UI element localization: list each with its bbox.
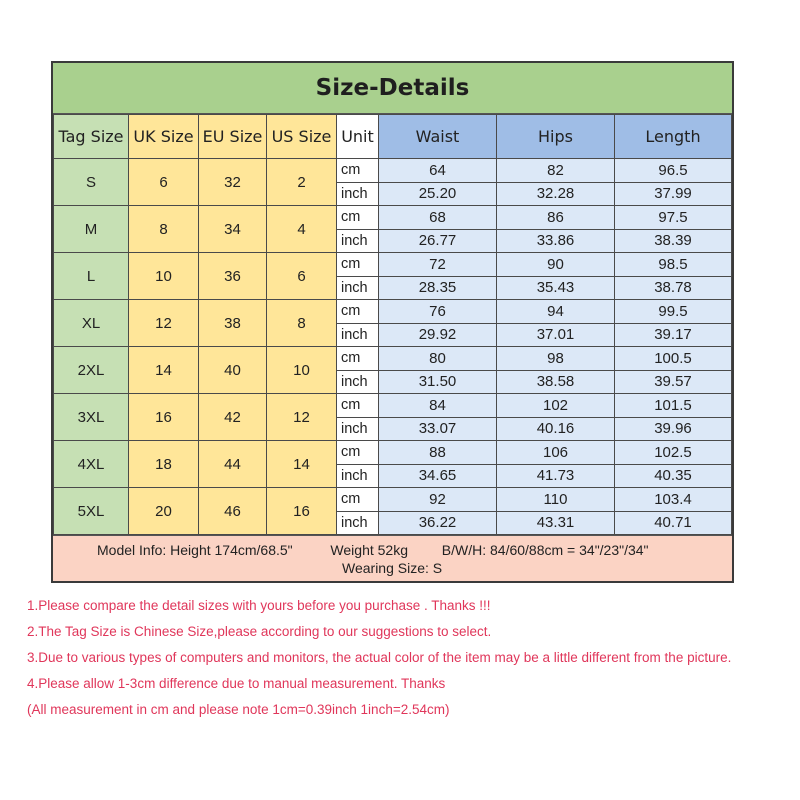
length-cm-cell: 103.4 (615, 488, 732, 512)
unit-inch-cell: inch (337, 417, 379, 441)
unit-cm-cell: cm (337, 441, 379, 465)
tag-size-cell: 5XL (54, 488, 129, 535)
length-inch-cell: 39.96 (615, 417, 732, 441)
unit-inch-cell: inch (337, 229, 379, 253)
hips-cm-cell: 102 (497, 394, 615, 418)
header-us-size: US Size (267, 115, 337, 159)
unit-inch-cell: inch (337, 276, 379, 300)
eu-size-cell: 32 (199, 159, 267, 206)
eu-size-cell: 46 (199, 488, 267, 535)
size-row-cm (54, 253, 732, 277)
waist-cm-cell: 92 (379, 488, 497, 512)
us-size-cell: 16 (267, 488, 337, 535)
size-row-cm (54, 347, 732, 371)
length-cm-cell: 98.5 (615, 253, 732, 277)
unit-inch-cell: inch (337, 182, 379, 206)
eu-size-cell: 36 (199, 253, 267, 300)
unit-cm-cell: cm (337, 206, 379, 230)
us-size-cell: 4 (267, 206, 337, 253)
hips-inch-cell: 32.28 (497, 182, 615, 206)
waist-inch-cell: 34.65 (379, 464, 497, 488)
hips-inch-cell: 38.58 (497, 370, 615, 394)
hips-cm-cell: 90 (497, 253, 615, 277)
eu-size-cell: 34 (199, 206, 267, 253)
length-cm-cell: 100.5 (615, 347, 732, 371)
eu-size-cell: 42 (199, 394, 267, 441)
length-inch-cell: 40.35 (615, 464, 732, 488)
unit-cm-cell: cm (337, 347, 379, 371)
header-tag-size: Tag Size (54, 115, 129, 159)
note-5: (All measurement in cm and please note 1cm=0.39inch 1inch=2.54cm) (27, 702, 450, 717)
model-height: Model Info: Height 174cm/68.5" (97, 542, 293, 558)
length-inch-cell: 38.39 (615, 229, 732, 253)
size-row-cm (54, 300, 732, 324)
unit-inch-cell: inch (337, 511, 379, 535)
note-1: 1.Please compare the detail sizes with yours before you purchase . Thanks !!! (27, 598, 491, 613)
uk-size-cell: 12 (129, 300, 199, 347)
hips-inch-cell: 40.16 (497, 417, 615, 441)
waist-cm-cell: 68 (379, 206, 497, 230)
unit-cm-cell: cm (337, 394, 379, 418)
uk-size-cell: 14 (129, 347, 199, 394)
waist-inch-cell: 33.07 (379, 417, 497, 441)
uk-size-cell: 8 (129, 206, 199, 253)
hips-inch-cell: 33.86 (497, 229, 615, 253)
waist-inch-cell: 26.77 (379, 229, 497, 253)
uk-size-cell: 6 (129, 159, 199, 206)
length-cm-cell: 96.5 (615, 159, 732, 183)
length-inch-cell: 37.99 (615, 182, 732, 206)
waist-cm-cell: 64 (379, 159, 497, 183)
uk-size-cell: 16 (129, 394, 199, 441)
hips-cm-cell: 110 (497, 488, 615, 512)
tag-size-cell: 3XL (54, 394, 129, 441)
length-inch-cell: 39.57 (615, 370, 732, 394)
us-size-cell: 12 (267, 394, 337, 441)
length-cm-cell: 99.5 (615, 300, 732, 324)
chart-title: Size-Details (53, 63, 732, 114)
unit-inch-cell: inch (337, 370, 379, 394)
hips-inch-cell: 41.73 (497, 464, 615, 488)
hips-cm-cell: 98 (497, 347, 615, 371)
waist-inch-cell: 36.22 (379, 511, 497, 535)
model-weight: Weight 52kg (330, 542, 408, 558)
notes (27, 596, 792, 726)
length-inch-cell: 38.78 (615, 276, 732, 300)
size-row-cm (54, 159, 732, 183)
us-size-cell: 14 (267, 441, 337, 488)
hips-inch-cell: 43.31 (497, 511, 615, 535)
uk-size-cell: 20 (129, 488, 199, 535)
tag-size-cell: M (54, 206, 129, 253)
tag-size-cell: 2XL (54, 347, 129, 394)
waist-inch-cell: 29.92 (379, 323, 497, 347)
header-uk-size: UK Size (129, 115, 199, 159)
hips-cm-cell: 94 (497, 300, 615, 324)
us-size-cell: 10 (267, 347, 337, 394)
waist-cm-cell: 84 (379, 394, 497, 418)
waist-cm-cell: 88 (379, 441, 497, 465)
model-bwh: B/W/H: 84/60/88cm = 34"/23"/34" (441, 542, 649, 558)
header-unit: Unit (337, 115, 379, 159)
waist-cm-cell: 72 (379, 253, 497, 277)
length-inch-cell: 40.71 (615, 511, 732, 535)
header-row (54, 115, 732, 159)
uk-size-cell: 18 (129, 441, 199, 488)
unit-cm-cell: cm (337, 488, 379, 512)
uk-size-cell: 10 (129, 253, 199, 300)
waist-inch-cell: 28.35 (379, 276, 497, 300)
us-size-cell: 2 (267, 159, 337, 206)
waist-cm-cell: 80 (379, 347, 497, 371)
header-waist: Waist (379, 115, 497, 159)
note-4: 4.Please allow 1-3cm difference due to manual measurement. Thanks (27, 676, 446, 691)
unit-inch-cell: inch (337, 464, 379, 488)
length-cm-cell: 101.5 (615, 394, 732, 418)
unit-cm-cell: cm (337, 300, 379, 324)
size-row-cm (54, 488, 732, 512)
us-size-cell: 6 (267, 253, 337, 300)
hips-cm-cell: 82 (497, 159, 615, 183)
us-size-cell: 8 (267, 300, 337, 347)
hips-inch-cell: 35.43 (497, 276, 615, 300)
size-chart (51, 61, 734, 583)
tag-size-cell: 4XL (54, 441, 129, 488)
hips-cm-cell: 106 (497, 441, 615, 465)
header-length: Length (615, 115, 732, 159)
hips-cm-cell: 86 (497, 206, 615, 230)
eu-size-cell: 44 (199, 441, 267, 488)
size-table (53, 114, 732, 535)
header-hips: Hips (497, 115, 615, 159)
size-row-cm (54, 441, 732, 465)
hips-inch-cell: 37.01 (497, 323, 615, 347)
model-wearing-size: Wearing Size: S (342, 560, 443, 576)
unit-inch-cell: inch (337, 323, 379, 347)
size-row-cm (54, 206, 732, 230)
tag-size-cell: L (54, 253, 129, 300)
note-3: 3.Due to various types of computers and monitors, the actual color of the item may be a little different from the picture. (27, 650, 732, 665)
length-cm-cell: 102.5 (615, 441, 732, 465)
eu-size-cell: 40 (199, 347, 267, 394)
length-inch-cell: 39.17 (615, 323, 732, 347)
model-info (53, 535, 732, 581)
eu-size-cell: 38 (199, 300, 267, 347)
unit-cm-cell: cm (337, 253, 379, 277)
length-cm-cell: 97.5 (615, 206, 732, 230)
waist-cm-cell: 76 (379, 300, 497, 324)
note-2: 2.The Tag Size is Chinese Size,please according to our suggestions to select. (27, 624, 492, 639)
unit-cm-cell: cm (337, 159, 379, 183)
tag-size-cell: S (54, 159, 129, 206)
waist-inch-cell: 31.50 (379, 370, 497, 394)
header-eu-size: EU Size (199, 115, 267, 159)
size-row-cm (54, 394, 732, 418)
tag-size-cell: XL (54, 300, 129, 347)
waist-inch-cell: 25.20 (379, 182, 497, 206)
